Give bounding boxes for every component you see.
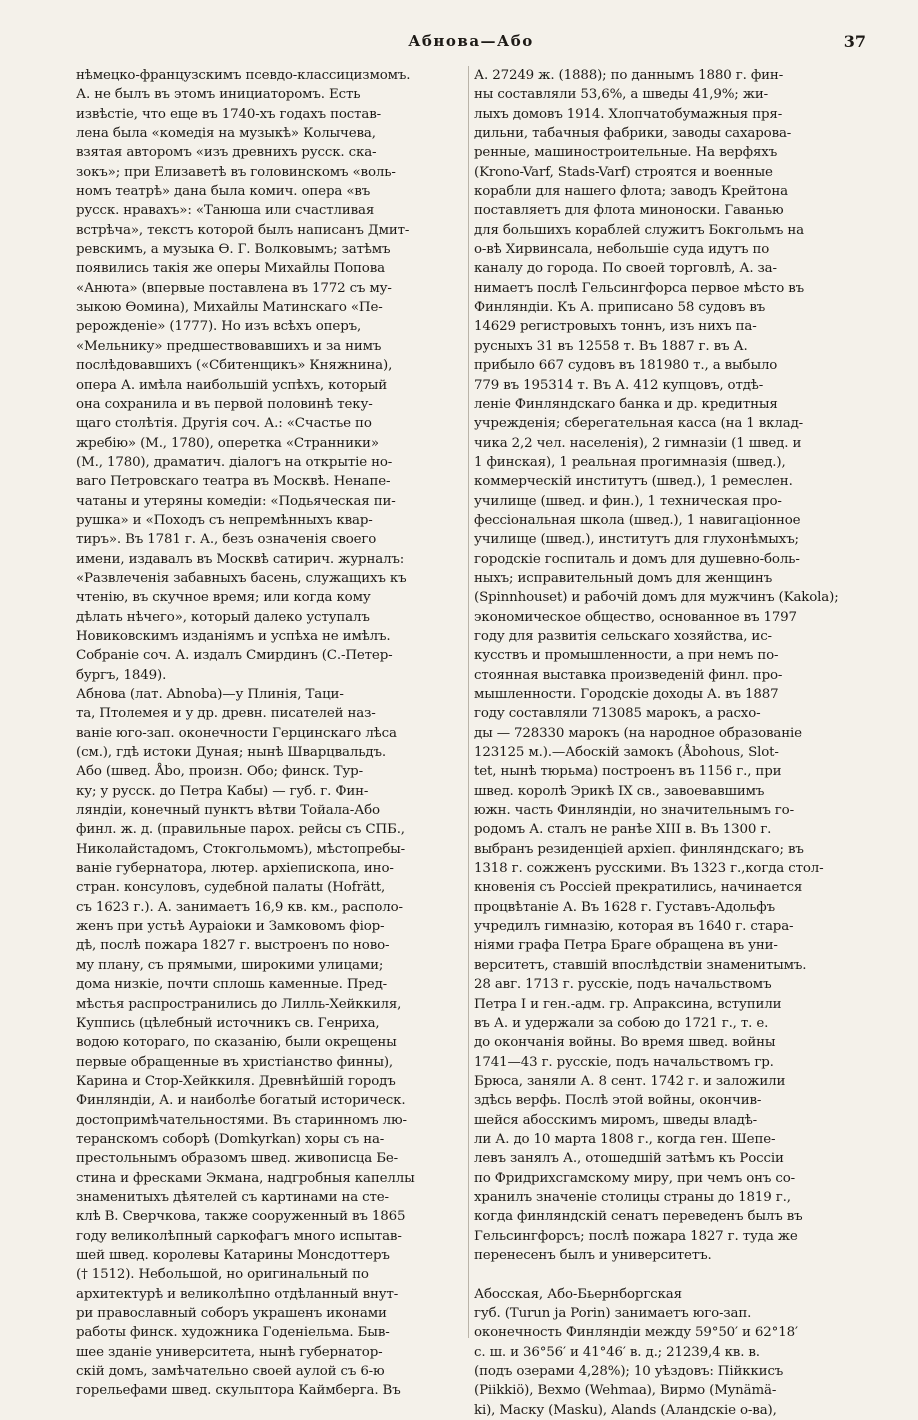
text-line: престольнымъ образомъ швед. живописца Бе- (76, 1151, 399, 1167)
text-line: чатаны и утеряны комедіи: «Подьяческая пи- (76, 493, 396, 509)
text-line: рерожденіе» (1777). Но изъ всѣхъ оперъ, (76, 319, 362, 335)
text-line: с. ш. и 36°56′ и 41°46′ в. д.; 21239,4 кв. в. (474, 1344, 760, 1360)
text-line: 1741—43 г. русскіе, подъ начальствомъ гр. (474, 1054, 774, 1070)
text-line: А. не былъ въ этомъ инициаторомъ. Есть (76, 87, 361, 103)
text-line: до окончанія войны. Во время швед. войны (474, 1035, 776, 1051)
text-line: скій домъ, замѣчательно своей аулой съ 6-ю (76, 1364, 385, 1380)
text-line: теранскомъ соборѣ (Domkyrkan) хоры съ на- (76, 1131, 385, 1147)
text-line: нѣмецко-французскимъ псевдо-классицизмомъ. (76, 68, 411, 83)
page-number: 37 (843, 32, 866, 51)
text-line: южн. часть Финляндіи, но значительнымъ го- (474, 803, 794, 819)
text-line: стран. консуловъ, судебной палаты (Hofrätt, (76, 880, 386, 896)
text-line: знаменитыхъ дѣятелей съ картинами на сте- (76, 1189, 389, 1205)
text-line: шее зданіе университета, нынѣ губернатор- (76, 1344, 383, 1360)
text-line: перенесенъ былъ и университетъ. (474, 1247, 712, 1263)
text-line: зыкою Ѳомина), Михайлы Матинскаго «Пе- (76, 300, 383, 316)
text-line: Гельсингфорсъ; послѣ пожара 1827 г. туда же (474, 1228, 798, 1244)
text-line: первые обращенные въ христіанство финны), (76, 1054, 394, 1070)
text-line: когда финляндскій сенатъ переведенъ былъ въ (474, 1209, 803, 1225)
text-line: ляндіи, конечный пунктъ вѣтви Тойала-Або (76, 803, 380, 819)
text-line: Абнова (лат. Abnoba)—у Плинія, Таци- (76, 687, 344, 702)
text-line: ны составляли 53,6%, а шведы 41,9%; жи- (474, 87, 769, 103)
text-line: экономическое общество, основанное въ 1797 (474, 609, 797, 625)
text-line: чика 2,2 чел. населенія), 2 гимназіи (1 швед. и (474, 435, 802, 451)
text-line: tet, нынѣ тюрьма) построенъ въ 1156 г., при (474, 764, 782, 780)
text-line: дѣлать нѣчего», который далеко уступалъ (76, 609, 370, 625)
text-line: леніе Финляндскаго банка и др. кредитныя (474, 396, 778, 412)
text-line: процвѣтаніе А. Въ 1628 г. Густавъ-Адольфъ (474, 899, 776, 915)
column-divider (468, 66, 469, 1338)
text-line: появились такія же оперы Михайлы Попова (76, 261, 385, 277)
text-line: Николайстадомъ, Стокгольмомъ), мѣстопребы- (76, 841, 406, 857)
text-line: ды — 728330 марокъ (на народное образованіе (474, 725, 802, 741)
text-line: Карина и Стор-Хейккиля. Древнѣйшій городъ (76, 1073, 396, 1089)
text-line: щаго столѣтія. Другія соч. А.: «Счастье по (76, 416, 372, 432)
text-line: ваніе юго-зап. оконечности Герцинскаго лѣса (76, 725, 397, 741)
text-line: тиръ». Въ 1781 г. А., безъ означенія своего (76, 532, 377, 548)
text-line: русск. нравахъ»: «Танюша или счастливая (76, 203, 375, 219)
text-line: году составляли 713085 марокъ, а расхо- (474, 706, 761, 722)
text-line: Финляндіи, А. и наиболѣе богатый историческ. (76, 1093, 406, 1109)
text-line: зокъ»; при Елизаветѣ въ головинскомъ «воль- (76, 164, 396, 180)
text-line: ку; у русск. до Петра Кабы) — губ. г. Фин- (76, 783, 369, 799)
text-line: каналу до города. По своей торговлѣ, А. за- (474, 261, 777, 277)
text-line: выбранъ резиденціей архіеп. финляндскаго; въ (474, 841, 804, 857)
text-line: чтенію, въ скучное время; или когда кому (76, 590, 371, 606)
text-line: «Мельнику» предшествовавшихъ и за нимъ (76, 338, 382, 354)
text-line: лена была «комедія на музыкѣ» Колычева, (76, 126, 376, 142)
text-line: ли А. до 10 марта 1808 г., когда ген. Шепе- (474, 1131, 776, 1147)
text-line: послѣдовавшихъ («Сбитенщикъ» Княжнина), (76, 358, 393, 374)
text-line (474, 1265, 870, 1284)
text-line: дильни, табачныя фабрики, заводы сахарова- (474, 126, 792, 142)
text-line: (Krono-Varf, Stads-Varf) строятся и военные (474, 164, 773, 180)
text-line: Абосская, Або-Бьернборгская (474, 1286, 682, 1302)
text-line: училище (швед.), институтъ для глухонѣмыхъ; (474, 532, 799, 548)
text-line: Финляндіи. Къ А. приписано 58 судовъ въ (474, 300, 766, 316)
text-line: 1318 г. сожженъ русскими. Въ 1323 г.,когда стол- (474, 861, 824, 877)
text-line: учрежденія; сберегательная касса (на 1 вклад- (474, 416, 804, 432)
text-line: 123125 м.).—Абоскій замокъ (Åbohous, Slot- (474, 745, 779, 761)
text-line: «Развлеченія забавныхъ басень, служащихъ къ (76, 570, 407, 586)
text-line: 1 финская), 1 реальная прогимназія (швед.), (474, 454, 786, 470)
text-line: о-вѣ Хирвинсала, небольшіе суда идутъ по (474, 242, 770, 258)
text-line: 28 авг. 1713 г. русскіе, подъ начальствомъ (474, 977, 772, 993)
text-line: мѣстья распространились до Лилль-Хейккиля, (76, 996, 402, 1012)
text-line: кновенія съ Россіей прекратились, начинается (474, 880, 803, 896)
text-line: году великолѣпный саркофагъ много испытав- (76, 1228, 402, 1244)
text-line: взятая авторомъ «изъ древнихъ русск. ска- (76, 145, 377, 161)
text-line: корабли для нашего флота; заводъ Крейтона (474, 184, 788, 200)
text-line: женъ при устьѣ Аураіоки и Замковомъ фіор- (76, 919, 385, 935)
text-line: верситетъ, ставшій впослѣдствіи знаменитымъ. (474, 957, 807, 973)
text-line: городскіе госпиталь и домъ для душевно-боль- (474, 551, 800, 567)
text-line: шейся абосскимъ миромъ, шведы владѣ- (474, 1112, 758, 1128)
text-line: она сохранила и въ первой половинѣ теку- (76, 396, 373, 412)
text-line: Собраніе соч. А. издалъ Смирдинъ (С.-Петер- (76, 648, 393, 664)
text-line: жребію» (М., 1780), оперетка «Странники» (76, 435, 379, 451)
text-line: ніями графа Петра Браге обращена въ уни- (474, 938, 778, 954)
text-line: водою котораго, по сказанію, были окрещены (76, 1035, 397, 1051)
text-line: († 1512). Небольшой, но оригинальный по (76, 1267, 369, 1283)
text-line: хранилъ значеніе столицы страны до 1819 г., (474, 1189, 791, 1205)
text-line: бургъ, 1849). (76, 667, 167, 683)
text-line: родомъ А. сталъ не ранѣе XIII в. Въ 1300 г. (474, 822, 772, 838)
text-line: нимаетъ послѣ Гельсингфорса первое мѣсто въ (474, 280, 805, 296)
text-line: финл. ж. д. (правильные парох. рейсы съ СПБ., (76, 822, 405, 838)
text-line: дома низкіе, почти сплошь каменные. Пред- (76, 977, 388, 993)
text-line: ваго Петровскаго театра въ Москвѣ. Ненапе- (76, 474, 391, 490)
text-line: шей швед. королевы Катарины Монсдоттеръ (76, 1247, 390, 1263)
text-line: архитектурѣ и великолѣпно отдѣланный внут- (76, 1286, 399, 1302)
text-line: Або (швед. Åbo, произн. Обо; финск. Тур- (76, 764, 363, 780)
text-line: училище (швед. и фин.), 1 техническая про- (474, 493, 782, 509)
text-line: ki), Маску (Masku), Alands (Аландскіе о-ва), (474, 1402, 777, 1418)
text-line: фессіональная школа (швед.), 1 навигаціонное (474, 512, 801, 528)
text-line: году для развитія сельскаго хозяйства, ис- (474, 628, 772, 644)
text-line: ныхъ; исправительный домъ для женщинъ (474, 570, 773, 586)
text-line: мышленности. Городскіе доходы А. въ 1887 (474, 687, 779, 702)
text-line: левъ занялъ А., отошедшій затѣмъ къ Россіи (474, 1151, 784, 1167)
text-line: дѣ, послѣ пожара 1827 г. выстроенъ по ново- (76, 938, 390, 954)
text-line: (Piikkiö), Вехмо (Wehmaa), Вирмо (Mynämä- (474, 1383, 777, 1399)
text-line: ренные, машиностроительные. На верфяхъ (474, 145, 778, 161)
left-text-column (76, 66, 464, 1401)
text-line: ваніе губернатора, лютер. архіепископа, ино- (76, 861, 394, 877)
text-line: (см.), гдѣ истоки Дуная; нынѣ Шварцвальдъ. (76, 745, 386, 761)
text-line: 14629 регистровыхъ тоннъ, изъ нихъ па- (474, 319, 757, 335)
text-line: извѣстіе, что еще въ 1740-хъ годахъ постав- (76, 106, 381, 122)
text-line: А. 27249 ж. (1888); по даннымъ 1880 г. фин- (474, 68, 784, 83)
text-line: въ А. и удержали за собою до 1721 г., т. е. (474, 1015, 769, 1031)
page-header (76, 32, 866, 58)
text-line: рушка» и «Походъ съ непремѣнныхъ квар- (76, 512, 373, 528)
text-line: губ. (Turun ja Porin) занимаетъ юго-зап. (474, 1306, 752, 1321)
text-line: опера А. имѣла наибольшій успѣхъ, который (76, 377, 388, 393)
text-line: Петра I и ген.-адм. гр. Апраксина, вступили (474, 996, 782, 1012)
text-line: ревскимъ, а музыка Ѳ. Г. Волковымъ; затѣмъ (76, 242, 391, 258)
text-line: русныхъ 31 въ 12558 т. Въ 1887 г. въ А. (474, 338, 748, 354)
text-line: для большихъ кораблей служитъ Бокгольмъ на (474, 222, 804, 238)
text-line: та, Птолемея и у др. древн. писателей наз- (76, 706, 376, 722)
text-line: швед. королѣ Эрикѣ IX св., завоевавшимъ (474, 783, 765, 799)
text-line: достопримѣчательностями. Въ старинномъ лю- (76, 1112, 407, 1128)
text-line: по Фридрихсгамскому миру, при чемъ онъ со- (474, 1170, 796, 1186)
text-line: номъ театрѣ» дана была комич. опера «въ (76, 184, 371, 200)
right-text-column (474, 66, 870, 1420)
text-line: здѣсь верфь. Послѣ этой войны, окончив- (474, 1093, 762, 1109)
text-line: работы финск. художника Годеніельма. Быв- (76, 1325, 390, 1341)
text-line: кусствъ и промышленности, а при немъ по- (474, 648, 779, 664)
text-line: ри православный соборъ украшенъ иконами (76, 1306, 387, 1321)
text-line: встрѣча», текстъ которой былъ написанъ Дмит- (76, 222, 410, 238)
text-line: учредилъ гимназію, которая въ 1640 г. стара- (474, 919, 794, 935)
text-line: коммерческій институтъ (швед.), 1 ремеслен. (474, 474, 793, 490)
text-line: Куппись (цѣлебный источникъ св. Генриха, (76, 1015, 380, 1031)
text-line: Брюса, заняли А. 8 сент. 1742 г. и заложили (474, 1073, 786, 1089)
text-line: стина и фресками Экмана, надгробныя капеллы (76, 1170, 415, 1186)
text-line: лыхъ домовъ 1914. Хлопчатобумажныя пря- (474, 106, 783, 122)
text-line: му плану, съ прямыми, широкими улицами; (76, 957, 384, 973)
text-line: горельефами швед. скульптора Каймберга. Въ (76, 1383, 401, 1399)
text-line: Новиковскимъ изданіямъ и успѣха не имѣлъ. (76, 628, 391, 644)
text-line: оконечность Финляндіи между 59°50′ и 62°18′ (474, 1325, 798, 1341)
text-line: клѣ В. Сверчкова, также сооруженный въ 1865 (76, 1209, 406, 1225)
text-line: 779 въ 195314 т. Въ А. 412 купцовъ, отдѣ- (474, 377, 764, 393)
text-line: имени, издавалъ въ Москвѣ сатирич. журналъ: (76, 551, 405, 567)
text-line: съ 1623 г.). А. занимаетъ 16,9 кв. км., располо- (76, 899, 403, 915)
text-line: прибыло 667 судовъ въ 181980 т., а выбыло (474, 358, 778, 374)
text-line: (подъ озерами 4,28%); 10 уѣздовъ: Пійккисъ (474, 1364, 784, 1380)
text-line: (М., 1780), драматич. діалогъ на открытіе но- (76, 454, 393, 470)
text-line: поставляетъ для флота миноноски. Гаванью (474, 203, 784, 219)
running-title: Абнова—Або (408, 32, 534, 50)
text-line: стоянная выставка произведеній финл. про- (474, 667, 783, 683)
text-line: «Анюта» (впервые поставлена въ 1772 съ му- (76, 280, 392, 296)
text-line: (Spinnhouset) и рабочій домъ для мужчинъ (Kakola); (474, 590, 839, 606)
